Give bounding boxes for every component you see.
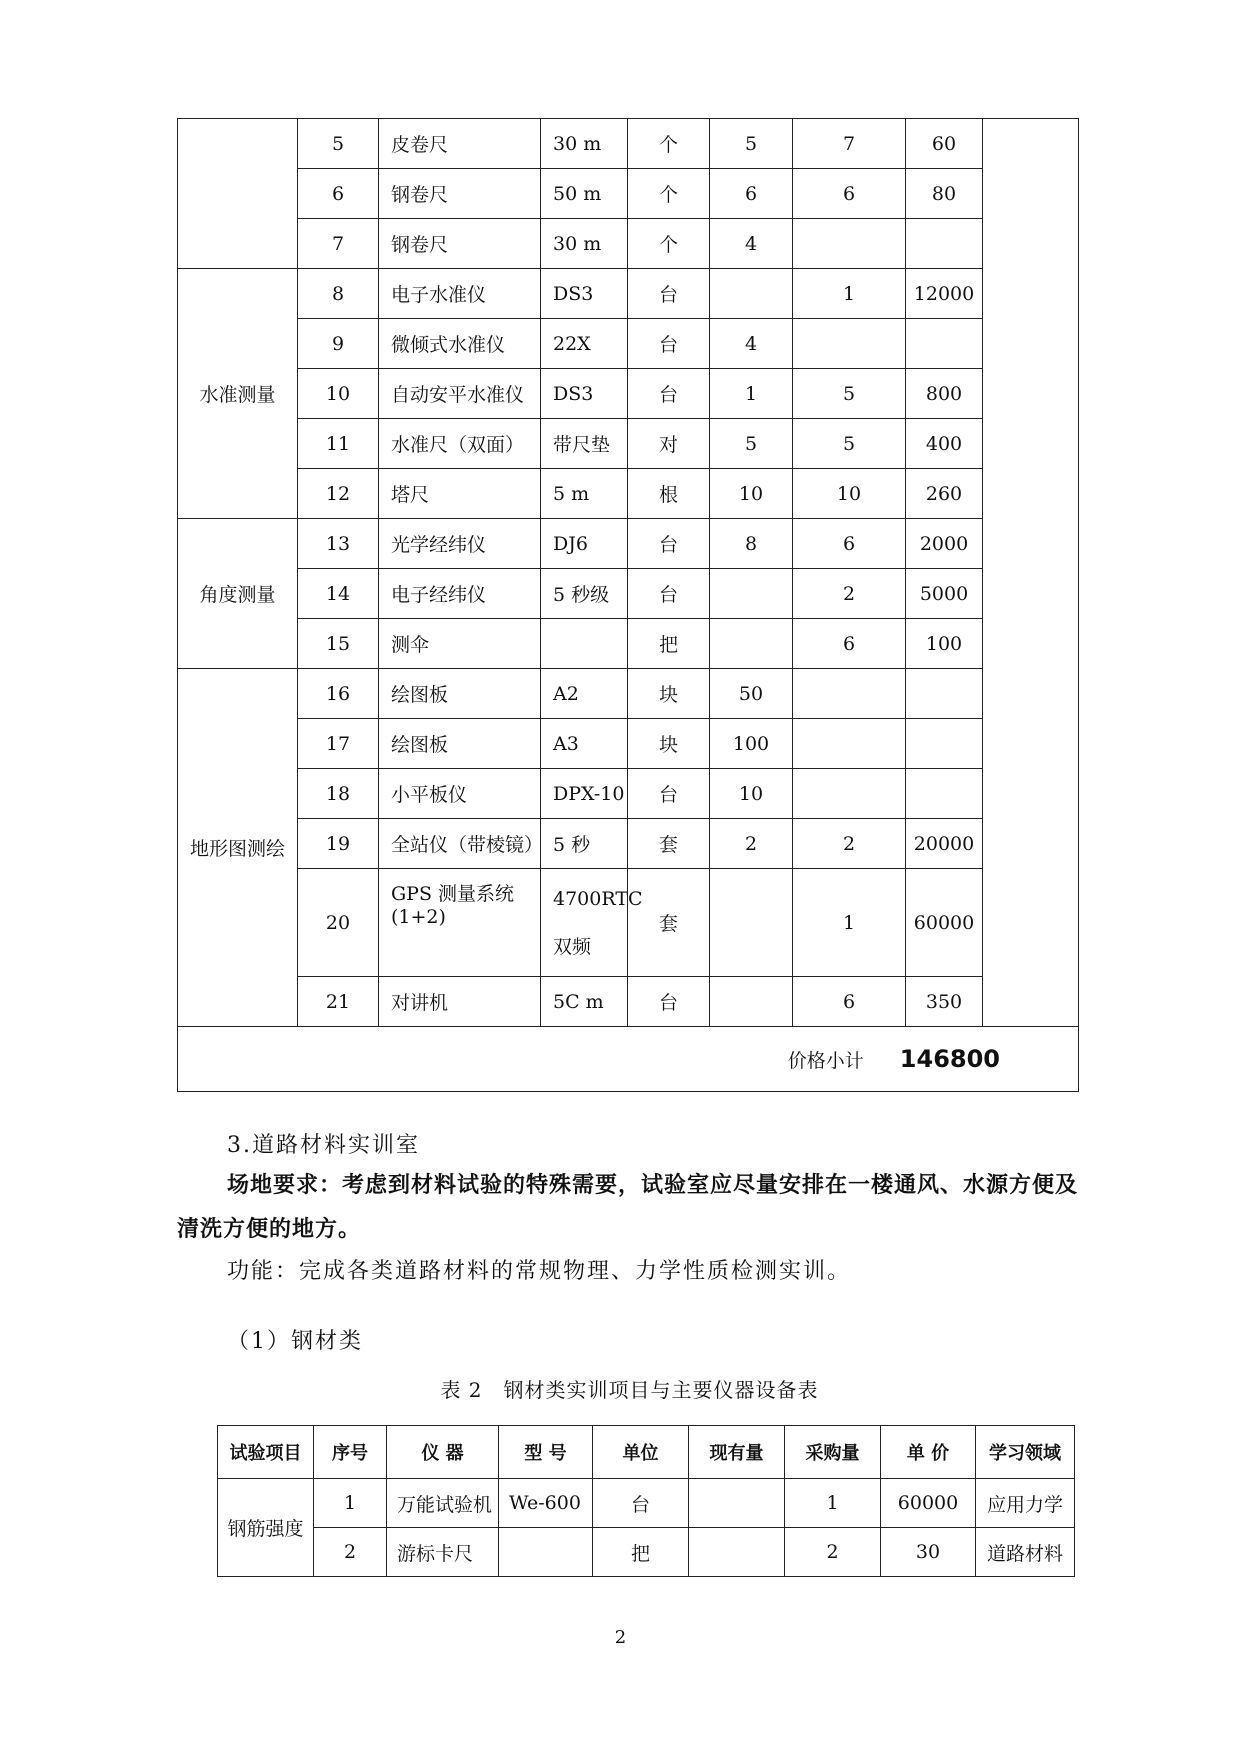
row-name: 绘图板 [379,669,541,719]
row-unit: 个 [628,119,710,169]
table-row [178,869,1079,977]
function-text: 功能：完成各类道路材料的常规物理、力学性质检测实训。 [227,1259,852,1284]
row-unit: 把 [593,1528,689,1577]
equipment-table-2 [217,1425,1075,1577]
column-header: 试验项目 [218,1426,314,1479]
column-header: 型 号 [499,1426,593,1479]
page-number: 2 [614,1627,627,1648]
section-heading: 3.道路材料实训室 [227,1133,420,1158]
table-row [178,119,1079,169]
row-unit: 根 [628,469,710,519]
table-row [178,419,1079,469]
row-purchase: 1 [785,1479,881,1528]
table-row [178,569,1079,619]
row-existing: 5 [710,419,793,469]
row-existing: 4 [710,319,793,369]
table-row [218,1528,1075,1577]
group-cell-rebar: 钢筋强度 [218,1479,314,1577]
group-cell-angle: 角度测量 [178,519,298,669]
table-row [178,369,1079,419]
row-existing: 8 [710,519,793,569]
row-name: 绘图板 [379,719,541,769]
row-no: 7 [298,219,379,269]
row-existing [710,977,793,1027]
row-price: 60000 [881,1479,976,1528]
row-existing: 4 [710,219,793,269]
row-model: 带尺垫 [541,419,628,469]
row-name: 自动安平水准仪 [379,369,541,419]
row-unit: 台 [628,519,710,569]
header-row [218,1426,1075,1479]
subtotal-cell [178,1027,1079,1092]
row-model: A3 [541,719,628,769]
row-purchase [793,769,906,819]
subtotal-row [178,1027,1079,1092]
row-unit: 块 [628,669,710,719]
row-unit: 块 [628,719,710,769]
row-price: 100 [906,619,983,669]
table-row [218,1479,1075,1528]
column-header: 仪 器 [387,1426,499,1479]
row-model-line2: 双频 [553,935,592,958]
row-unit: 台 [628,569,710,619]
row-price: 60 [906,119,983,169]
row-name: GPS 测量系统(1+2) [379,869,541,977]
row-existing: 5 [710,119,793,169]
row-name: 全站仪（带棱镜） [379,819,541,869]
row-unit: 台 [593,1479,689,1528]
row-no: 19 [298,819,379,869]
row-price [906,669,983,719]
row-no: 16 [298,669,379,719]
row-no: 12 [298,469,379,519]
row-model: 22X [541,319,628,369]
row-price: 5000 [906,569,983,619]
site-requirement: 场地要求：考虑到材料试验的特殊需要，试验室应尽量安排在一楼通风、水源方便及清洗方便的地方。 [177,1172,1079,1242]
table-row [178,619,1079,669]
row-model: DJ6 [541,519,628,569]
row-price: 350 [906,977,983,1027]
row-no: 14 [298,569,379,619]
row-price: 30 [881,1528,976,1577]
row-no: 11 [298,419,379,469]
row-unit: 对 [628,419,710,469]
row-name: 万能试验机 [387,1479,499,1528]
row-existing: 50 [710,669,793,719]
table-row [178,819,1079,869]
row-unit: 台 [628,977,710,1027]
field-cell-blank [983,119,1079,1027]
group-cell-level: 水准测量 [178,269,298,519]
row-purchase: 5 [793,369,906,419]
row-price [906,219,983,269]
row-price: 12000 [906,269,983,319]
row-price: 20000 [906,819,983,869]
table-row [178,519,1079,569]
table-row [178,469,1079,519]
row-purchase [793,669,906,719]
row-existing [689,1528,785,1577]
column-header: 现有量 [689,1426,785,1479]
row-existing: 100 [710,719,793,769]
row-existing: 6 [710,169,793,219]
row-name: 小平板仪 [379,769,541,819]
row-name: 微倾式水准仪 [379,319,541,369]
row-unit: 台 [628,769,710,819]
row-model: DS3 [541,369,628,419]
row-price: 800 [906,369,983,419]
row-price: 400 [906,419,983,469]
row-purchase: 2 [793,819,906,869]
subtotal-value: 146800 [899,1045,1000,1073]
row-model: 5C m [541,977,628,1027]
row-name: 光学经纬仪 [379,519,541,569]
row-model: 50 m [541,169,628,219]
table-row [178,169,1079,219]
row-existing: 10 [710,769,793,819]
row-unit: 台 [628,319,710,369]
row-name: 皮卷尺 [379,119,541,169]
column-header: 学习领域 [976,1426,1075,1479]
row-model: 5 秒 [541,819,628,869]
row-name: 塔尺 [379,469,541,519]
row-model: 5 m [541,469,628,519]
row-name: 水准尺（双面） [379,419,541,469]
row-unit: 台 [628,269,710,319]
equipment-table-1 [177,118,1079,1092]
row-purchase [793,219,906,269]
row-purchase [793,719,906,769]
column-header: 采购量 [785,1426,881,1479]
row-model [541,869,643,977]
row-existing: 1 [710,369,793,419]
row-existing [689,1479,785,1528]
row-purchase: 2 [793,569,906,619]
row-unit: 把 [628,619,710,669]
row-purchase [793,319,906,369]
subtotal-label: 价格小计 [787,1050,864,1072]
table-row [178,669,1079,719]
row-model: DS3 [541,269,628,319]
row-price [906,769,983,819]
row-no: 18 [298,769,379,819]
subheading: （1）钢材类 [227,1329,363,1354]
row-purchase: 2 [785,1528,881,1577]
table-caption: 表 2 钢材类实训项目与主要仪器设备表 [440,1378,819,1402]
row-purchase: 6 [793,977,906,1027]
row-no: 2 [314,1528,387,1577]
row-no: 20 [298,869,379,977]
table-row [178,769,1079,819]
row-model: 30 m [541,219,628,269]
row-purchase: 6 [793,619,906,669]
row-model: 30 m [541,119,628,169]
row-existing: 10 [710,469,793,519]
row-no: 6 [298,169,379,219]
row-purchase: 5 [793,419,906,469]
row-name: 游标卡尺 [387,1528,499,1577]
column-header: 序号 [314,1426,387,1479]
table-row [178,719,1079,769]
row-no: 8 [298,269,379,319]
row-field: 道路材料 [976,1528,1075,1577]
row-unit: 个 [628,169,710,219]
row-price [906,319,983,369]
row-no: 9 [298,319,379,369]
row-field: 应用力学 [976,1479,1075,1528]
row-model [499,1528,593,1577]
row-unit: 台 [628,369,710,419]
row-price: 60000 [906,869,983,977]
row-existing: 2 [710,819,793,869]
column-header: 单位 [593,1426,689,1479]
table-row [178,219,1079,269]
row-unit: 个 [628,219,710,269]
row-price: 260 [906,469,983,519]
row-purchase: 6 [793,169,906,219]
row-no: 5 [298,119,379,169]
row-name: 电子经纬仪 [379,569,541,619]
group-cell-topo: 地形图测绘 [178,669,298,1027]
row-existing [710,269,793,319]
row-purchase: 6 [793,519,906,569]
row-unit: 套 [628,869,710,977]
row-model: 5 秒级 [541,569,628,619]
row-name: 对讲机 [379,977,541,1027]
row-no: 10 [298,369,379,419]
row-unit: 套 [628,819,710,869]
table-row [178,269,1079,319]
row-no: 21 [298,977,379,1027]
table-row [178,319,1079,369]
row-name: 测伞 [379,619,541,669]
row-existing [710,869,793,977]
row-model: A2 [541,669,628,719]
row-model [541,619,628,669]
row-no: 1 [314,1479,387,1528]
group-cell-blank [178,119,298,269]
row-purchase: 1 [793,269,906,319]
row-existing [710,619,793,669]
table-row [178,977,1079,1027]
row-no: 15 [298,619,379,669]
row-purchase: 1 [793,869,906,977]
row-model: We-600 [499,1479,593,1528]
row-no: 13 [298,519,379,569]
row-no: 17 [298,719,379,769]
row-price [906,719,983,769]
row-price: 80 [906,169,983,219]
row-model-line1: 4700RTC [553,887,643,910]
row-name: 电子水准仪 [379,269,541,319]
row-name: 钢卷尺 [379,169,541,219]
row-purchase: 7 [793,119,906,169]
row-purchase: 10 [793,469,906,519]
row-model: DPX-10 [541,769,628,819]
row-price: 2000 [906,519,983,569]
row-name: 钢卷尺 [379,219,541,269]
column-header: 单 价 [881,1426,976,1479]
row-existing [710,569,793,619]
